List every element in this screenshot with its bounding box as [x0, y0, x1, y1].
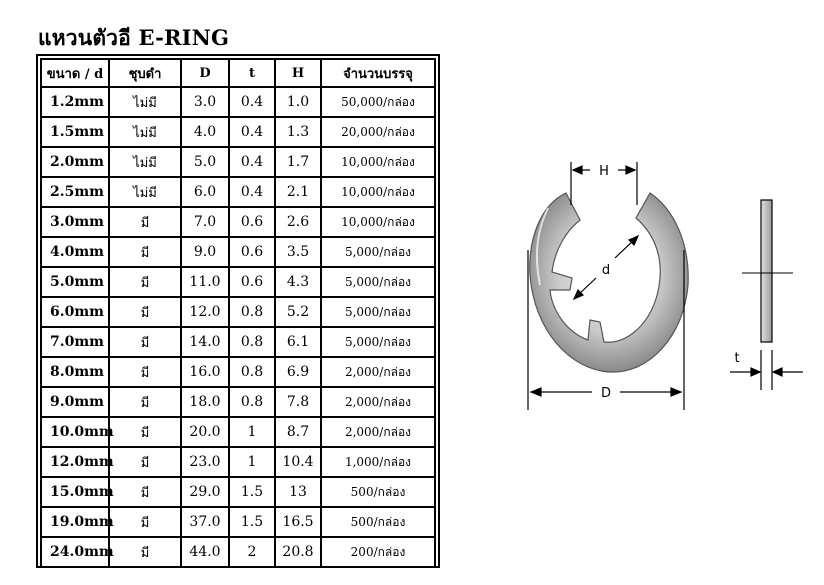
- header-H: H: [275, 59, 321, 87]
- cell-H: 1.3: [275, 117, 321, 147]
- cell-black-plating: มี: [109, 357, 181, 387]
- cell-H: 4.3: [275, 267, 321, 297]
- cell-t: 0.4: [229, 147, 275, 177]
- cell-D: 20.0: [181, 417, 229, 447]
- cell-t: 0.4: [229, 87, 275, 117]
- cell-size: 24.0mm: [41, 537, 109, 567]
- cell-t: 1: [229, 447, 275, 477]
- cell-D: 23.0: [181, 447, 229, 477]
- header-t: t: [229, 59, 275, 87]
- page-title: แหวนตัวอี E-RING: [38, 25, 230, 50]
- cell-black-plating: มี: [109, 417, 181, 447]
- cell-t: 0.8: [229, 297, 275, 327]
- cell-D: 6.0: [181, 177, 229, 207]
- cell-D: 7.0: [181, 207, 229, 237]
- cell-D: 29.0: [181, 477, 229, 507]
- cell-t: 1: [229, 417, 275, 447]
- header-black-plating: ชุบดำ: [109, 59, 181, 87]
- cell-H: 3.5: [275, 237, 321, 267]
- cell-quantity: 500/กล่อง: [321, 507, 435, 537]
- cell-quantity: 5,000/กล่อง: [321, 237, 435, 267]
- cell-size: 7.0mm: [41, 327, 109, 357]
- cell-black-plating: ไม่มี: [109, 87, 181, 117]
- cell-H: 6.9: [275, 357, 321, 387]
- header-quantity: จำนวนบรรจุ: [321, 59, 435, 87]
- cell-black-plating: ไม่มี: [109, 147, 181, 177]
- side-view: [742, 200, 793, 342]
- cell-quantity: 20,000/กล่อง: [321, 117, 435, 147]
- label-H: H: [599, 164, 609, 179]
- cell-black-plating: ไม่มี: [109, 117, 181, 147]
- cell-D: 5.0: [181, 147, 229, 177]
- cell-D: 9.0: [181, 237, 229, 267]
- cell-H: 1.7: [275, 147, 321, 177]
- cell-quantity: 2,000/กล่อง: [321, 357, 435, 387]
- cell-size: 9.0mm: [41, 387, 109, 417]
- cell-quantity: 200/กล่อง: [321, 537, 435, 567]
- cell-black-plating: มี: [109, 237, 181, 267]
- cell-quantity: 10,000/กล่อง: [321, 147, 435, 177]
- cell-quantity: 5,000/กล่อง: [321, 327, 435, 357]
- cell-H: 20.8: [275, 537, 321, 567]
- cell-size: 6.0mm: [41, 297, 109, 327]
- cell-size: 12.0mm: [41, 447, 109, 477]
- cell-size: 8.0mm: [41, 357, 109, 387]
- cell-black-plating: มี: [109, 267, 181, 297]
- cell-size: 19.0mm: [41, 507, 109, 537]
- cell-D: 12.0: [181, 297, 229, 327]
- label-D: D: [600, 386, 612, 401]
- cell-quantity: 10,000/กล่อง: [321, 207, 435, 237]
- cell-D: 4.0: [181, 117, 229, 147]
- header-D: D: [181, 59, 229, 87]
- cell-t: 0.8: [229, 357, 275, 387]
- cell-H: 8.7: [275, 417, 321, 447]
- e-ring-shape: [530, 193, 688, 372]
- cell-black-plating: มี: [109, 477, 181, 507]
- cell-t: 0.8: [229, 387, 275, 417]
- cell-quantity: 1,000/กล่อง: [321, 447, 435, 477]
- cell-black-plating: มี: [109, 537, 181, 567]
- cell-t: 2: [229, 537, 275, 567]
- cell-quantity: 2,000/กล่อง: [321, 387, 435, 417]
- cell-size: 15.0mm: [41, 477, 109, 507]
- dimension-t: [730, 350, 803, 390]
- cell-black-plating: มี: [109, 297, 181, 327]
- label-t: t: [734, 351, 740, 366]
- cell-size: 4.0mm: [41, 237, 109, 267]
- cell-t: 0.6: [229, 237, 275, 267]
- cell-H: 10.4: [275, 447, 321, 477]
- cell-size: 5.0mm: [41, 267, 109, 297]
- cell-t: 1.5: [229, 507, 275, 537]
- cell-black-plating: มี: [109, 507, 181, 537]
- cell-H: 2.1: [275, 177, 321, 207]
- cell-black-plating: มี: [109, 207, 181, 237]
- cell-t: 0.6: [229, 267, 275, 297]
- cell-H: 2.6: [275, 207, 321, 237]
- cell-D: 18.0: [181, 387, 229, 417]
- cell-size: 10.0mm: [41, 417, 109, 447]
- cell-quantity: 5,000/กล่อง: [321, 267, 435, 297]
- header-size: ขนาด / d: [41, 59, 109, 87]
- label-d: d: [601, 263, 611, 278]
- cell-black-plating: มี: [109, 447, 181, 477]
- cell-size: 3.0mm: [41, 207, 109, 237]
- cell-black-plating: ไม่มี: [109, 177, 181, 207]
- cell-quantity: 500/กล่อง: [321, 477, 435, 507]
- cell-quantity: 10,000/กล่อง: [321, 177, 435, 207]
- cell-D: 44.0: [181, 537, 229, 567]
- cell-size: 1.5mm: [41, 117, 109, 147]
- cell-H: 7.8: [275, 387, 321, 417]
- cell-D: 16.0: [181, 357, 229, 387]
- cell-black-plating: มี: [109, 387, 181, 417]
- cell-D: 11.0: [181, 267, 229, 297]
- cell-H: 1.0: [275, 87, 321, 117]
- cell-H: 6.1: [275, 327, 321, 357]
- cell-H: 13: [275, 477, 321, 507]
- cell-t: 0.8: [229, 327, 275, 357]
- cell-D: 37.0: [181, 507, 229, 537]
- cell-D: 3.0: [181, 87, 229, 117]
- cell-D: 14.0: [181, 327, 229, 357]
- cell-quantity: 50,000/กล่อง: [321, 87, 435, 117]
- cell-size: 2.5mm: [41, 177, 109, 207]
- cell-size: 1.2mm: [41, 87, 109, 117]
- cell-t: 0.4: [229, 177, 275, 207]
- cell-H: 5.2: [275, 297, 321, 327]
- cell-t: 0.4: [229, 117, 275, 147]
- cell-t: 0.6: [229, 207, 275, 237]
- cell-H: 16.5: [275, 507, 321, 537]
- cell-size: 2.0mm: [41, 147, 109, 177]
- cell-quantity: 5,000/กล่อง: [321, 297, 435, 327]
- cell-black-plating: มี: [109, 327, 181, 357]
- cell-quantity: 2,000/กล่อง: [321, 417, 435, 447]
- cell-t: 1.5: [229, 477, 275, 507]
